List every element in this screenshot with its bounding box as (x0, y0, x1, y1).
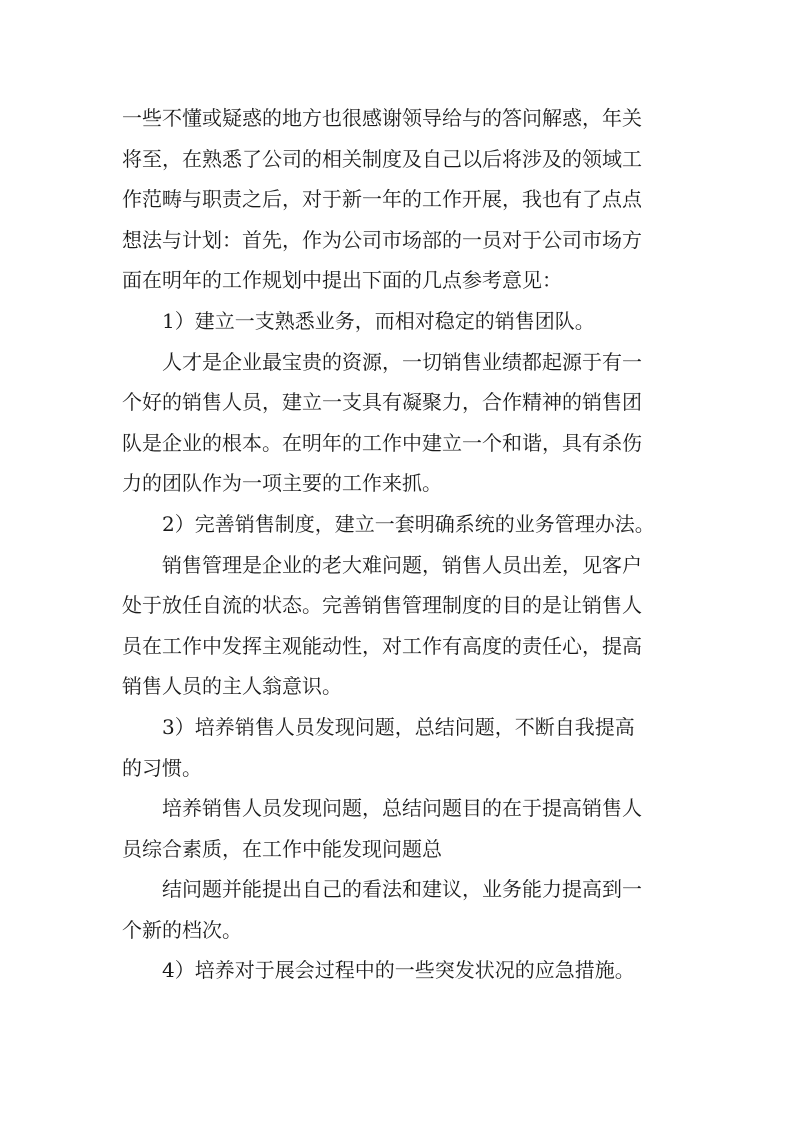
text-line: 3）培养销售人员发现问题，总结问题，不断自我提高 (162, 714, 635, 739)
text-line: 作范畴与职责之后，对于新一年的工作开展，我也有了点点 (122, 187, 642, 212)
text-line: 销售管理是企业的老大难问题，销售人员出差，见客户 (162, 552, 642, 577)
text-line: 一些不懂或疑惑的地方也很感谢领导给与的答问解惑，年关 (122, 106, 642, 130)
text-line: 队是企业的根本。在明年的工作中建立一个和谐，具有杀伤 (122, 430, 642, 455)
text-line: 结问题并能提出自己的看法和建议，业务能力提高到一 (162, 877, 642, 902)
text-line: 力的团队作为一项主要的工作来抓。 (122, 471, 442, 496)
text-line: 2）完善销售制度，建立一套明确系统的业务管理办法。 (162, 511, 655, 536)
text-line: 员在工作中发挥主观能动性，对工作有高度的责任心，提高 (122, 633, 642, 658)
text-line: 员综合素质，在工作中能发现问题总 (122, 836, 442, 861)
text-line: 培养销售人员发现问题，总结问题目的在于提高销售人 (162, 796, 642, 821)
text-line: 处于放任自流的状态。完善销售管理制度的目的是让销售人 (122, 593, 642, 618)
text-line: 面在明年的工作规划中提出下面的几点参考意见： (122, 268, 562, 293)
text-line: 1）建立一支熟悉业务，而相对稳定的销售团队。 (162, 308, 595, 333)
body-text (122, 98, 682, 991)
text-line: 4）培养对于展会过程中的一些突发状况的应急措施。 (162, 958, 635, 983)
text-line: 想法与计划：首先，作为公司市场部的一员对于公司市场方 (122, 227, 642, 252)
text-line: 的习惯。 (122, 755, 202, 780)
text-line: 个新的档次。 (122, 917, 242, 942)
text-line: 将至，在熟悉了公司的相关制度及自己以后将涉及的领域工 (122, 146, 642, 171)
text-line: 人才是企业最宝贵的资源，一切销售业绩都起源于有一 (162, 349, 642, 374)
text-line: 销售人员的主人翁意识。 (122, 674, 342, 699)
text-line: 个好的销售人员，建立一支具有凝聚力，合作精神的销售团 (122, 390, 642, 415)
